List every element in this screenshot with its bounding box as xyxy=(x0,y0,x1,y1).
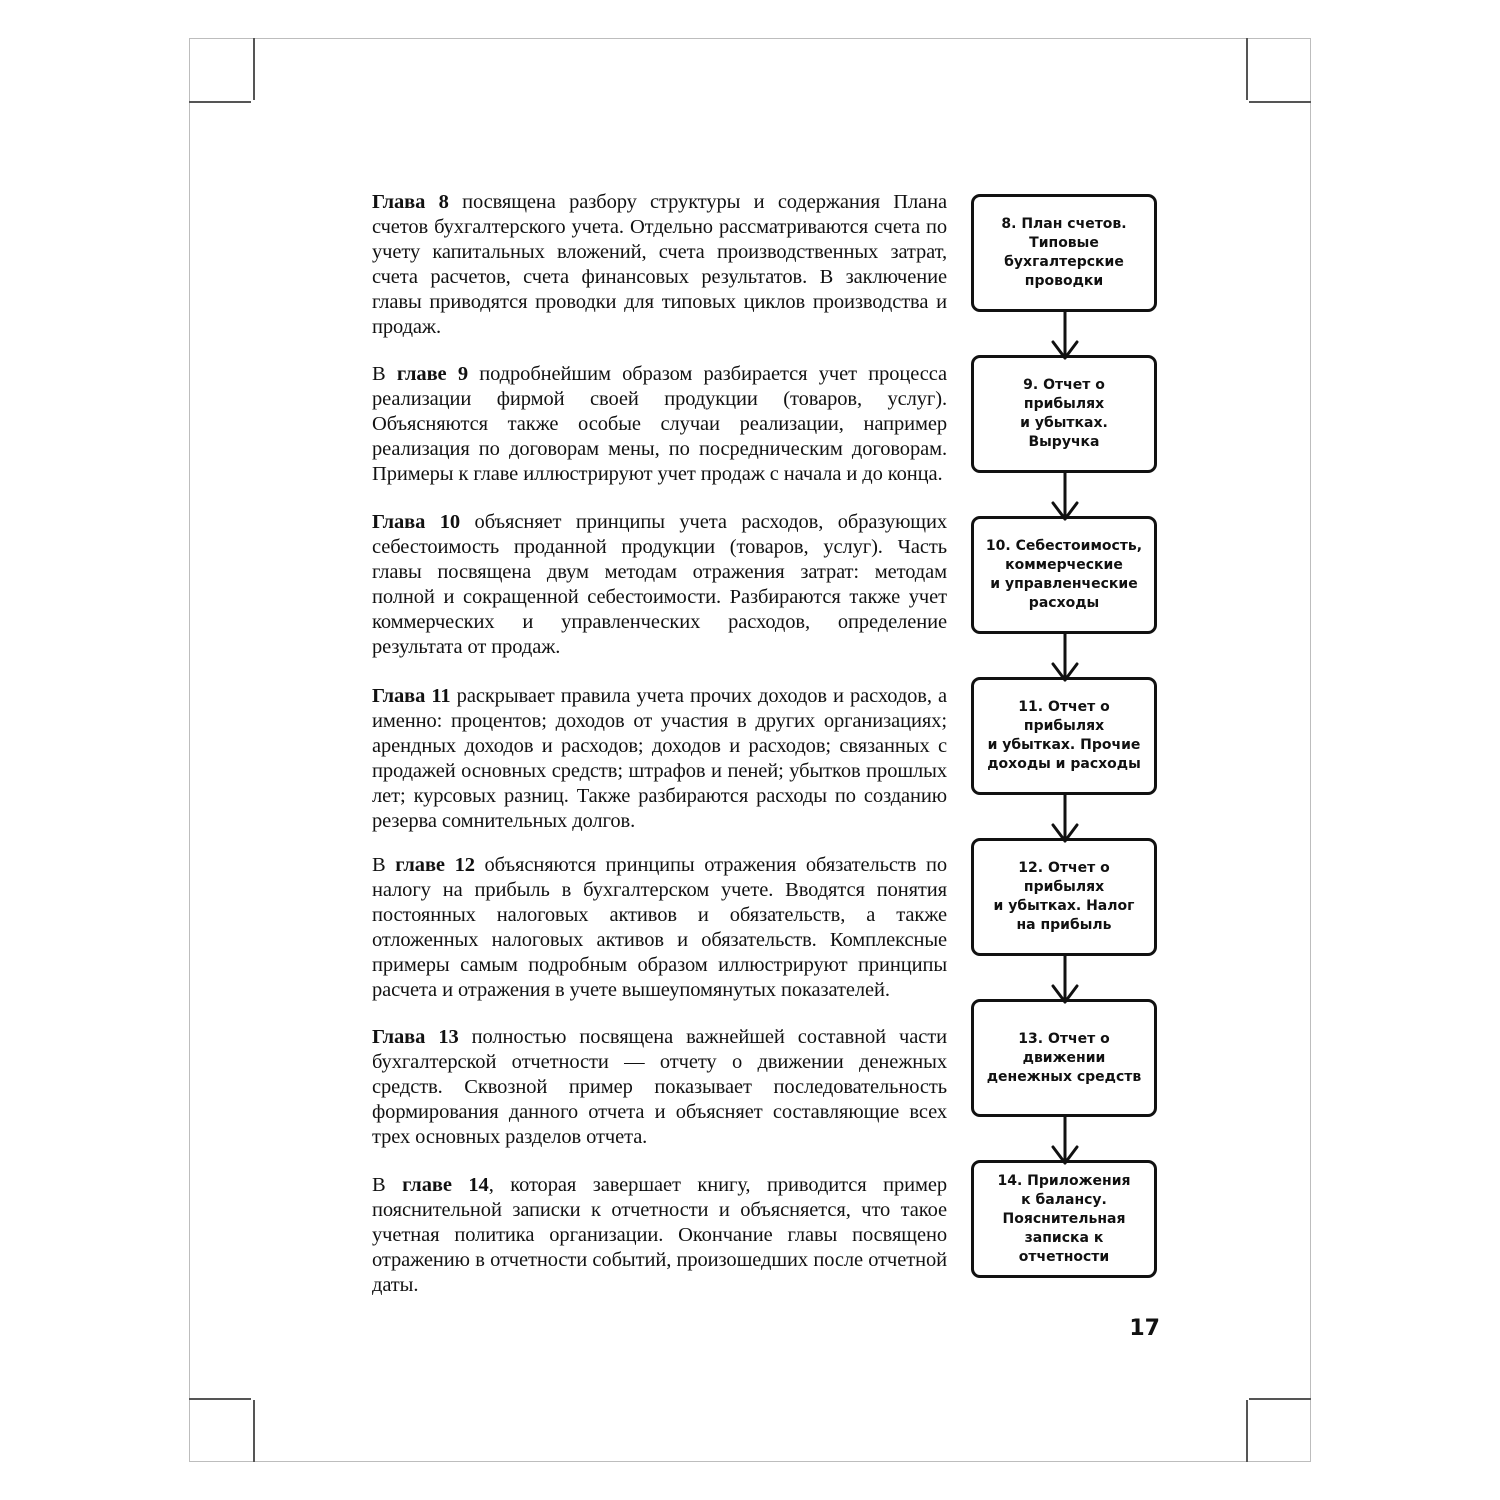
flow-box-chapter-12: 12. Отчет о прибылях и убытках. Налог на прибыль xyxy=(971,838,1157,956)
paragraph-chapter-9: В главе 9 подробнейшим образом разбирается учет процесса реализации фирмой своей продукции (товаров, услуг). Объясняются также особые случаи реализации, например реализация по договорам мены, по посредническим договорам. Примеры к главе иллюстрируют учет продаж с начала и до конца. xyxy=(372,363,947,485)
flow-box-chapter-9: 9. Отчет о прибылях и убытках. Выручка xyxy=(971,355,1157,473)
arrow-connector-12-13 xyxy=(1053,956,1077,1002)
arrow-connector-8-9 xyxy=(1053,312,1077,358)
flow-box-chapter-13: 13. Отчет о движении денежных средств xyxy=(971,999,1157,1117)
page-number: 17 xyxy=(1129,1316,1160,1341)
paragraph-chapter-12: В главе 12 объясняются принципы отражения обязательств по налогу на прибыль в бухгалтерском учете. Вводятся понятия постоянных налоговых активов и обязательств, а также отложенных налоговых активов и обязательств. Комплексные примеры самым подробным образом иллюстрируют принципы расчета и отражения в учете вышеупомянутых показателей. xyxy=(372,854,948,1001)
paragraph-chapter-10: Глава 10 объясняет принципы учета расходов, образующих себестоимость проданной продукции (товаров, услуг). Часть главы посвящена двум методам отражения затрат: методам полной и сокращенной себестоимости. Разбираются также учет коммерческих и управленческих расходов, определение результата от продаж. xyxy=(372,511,947,658)
paragraph-chapter-13: Глава 13 полностью посвящена важнейшей составной части бухгалтерской отчетности — отчету о движении денежных средств. Сквозной пример показывает последовательность формирования данного отчета и объясняет составляющие всех трех основных разделов отчета. xyxy=(372,1026,947,1148)
arrow-connector-13-14 xyxy=(1053,1117,1077,1163)
flow-box-chapter-10: 10. Себестоимость, коммерческие и управленческие расходы xyxy=(971,516,1157,634)
arrow-connector-9-10 xyxy=(1053,473,1077,519)
flow-box-chapter-14: 14. Приложения к балансу. Пояснительная записка к отчетности xyxy=(971,1160,1157,1278)
arrow-connector-10-11 xyxy=(1053,634,1077,680)
paragraph-chapter-11: Глава 11 раскрывает правила учета прочих доходов и расходов, а именно: процентов; доходов от участия в других организациях; арендных доходов и расходов; доходов и расходов; связанных с продажей основных средств; штрафов и пеней; убытков прошлых лет; курсовых разниц. Также разбираются расходы по созданию резерва сомнительных долгов. xyxy=(372,685,947,832)
flow-box-chapter-11: 11. Отчет о прибылях и убытках. Прочие доходы и расходы xyxy=(971,677,1157,795)
flow-box-chapter-8: 8. План счетов. Типовые бухгалтерские проводки xyxy=(971,194,1157,312)
paragraph-chapter-14: В главе 14, которая завершает книгу, приводится пример пояснительной записки к отчетности и объясняется, что такое учетная политика организации. Окончание главы посвящено отражению в отчетности событий, произошедших после отчетной даты. xyxy=(372,1174,948,1296)
arrow-connector-11-12 xyxy=(1053,795,1077,841)
paragraph-chapter-8: Глава 8 посвящена разбору структуры и содержания Плана счетов бухгалтерского учета. Отдельно рассматриваются счета по учету капитальных вложений, счета производственных затрат, счета расчетов, счета финансовых результатов. В заключение главы приводятся проводки для типовых циклов производства и продаж. xyxy=(372,191,947,338)
